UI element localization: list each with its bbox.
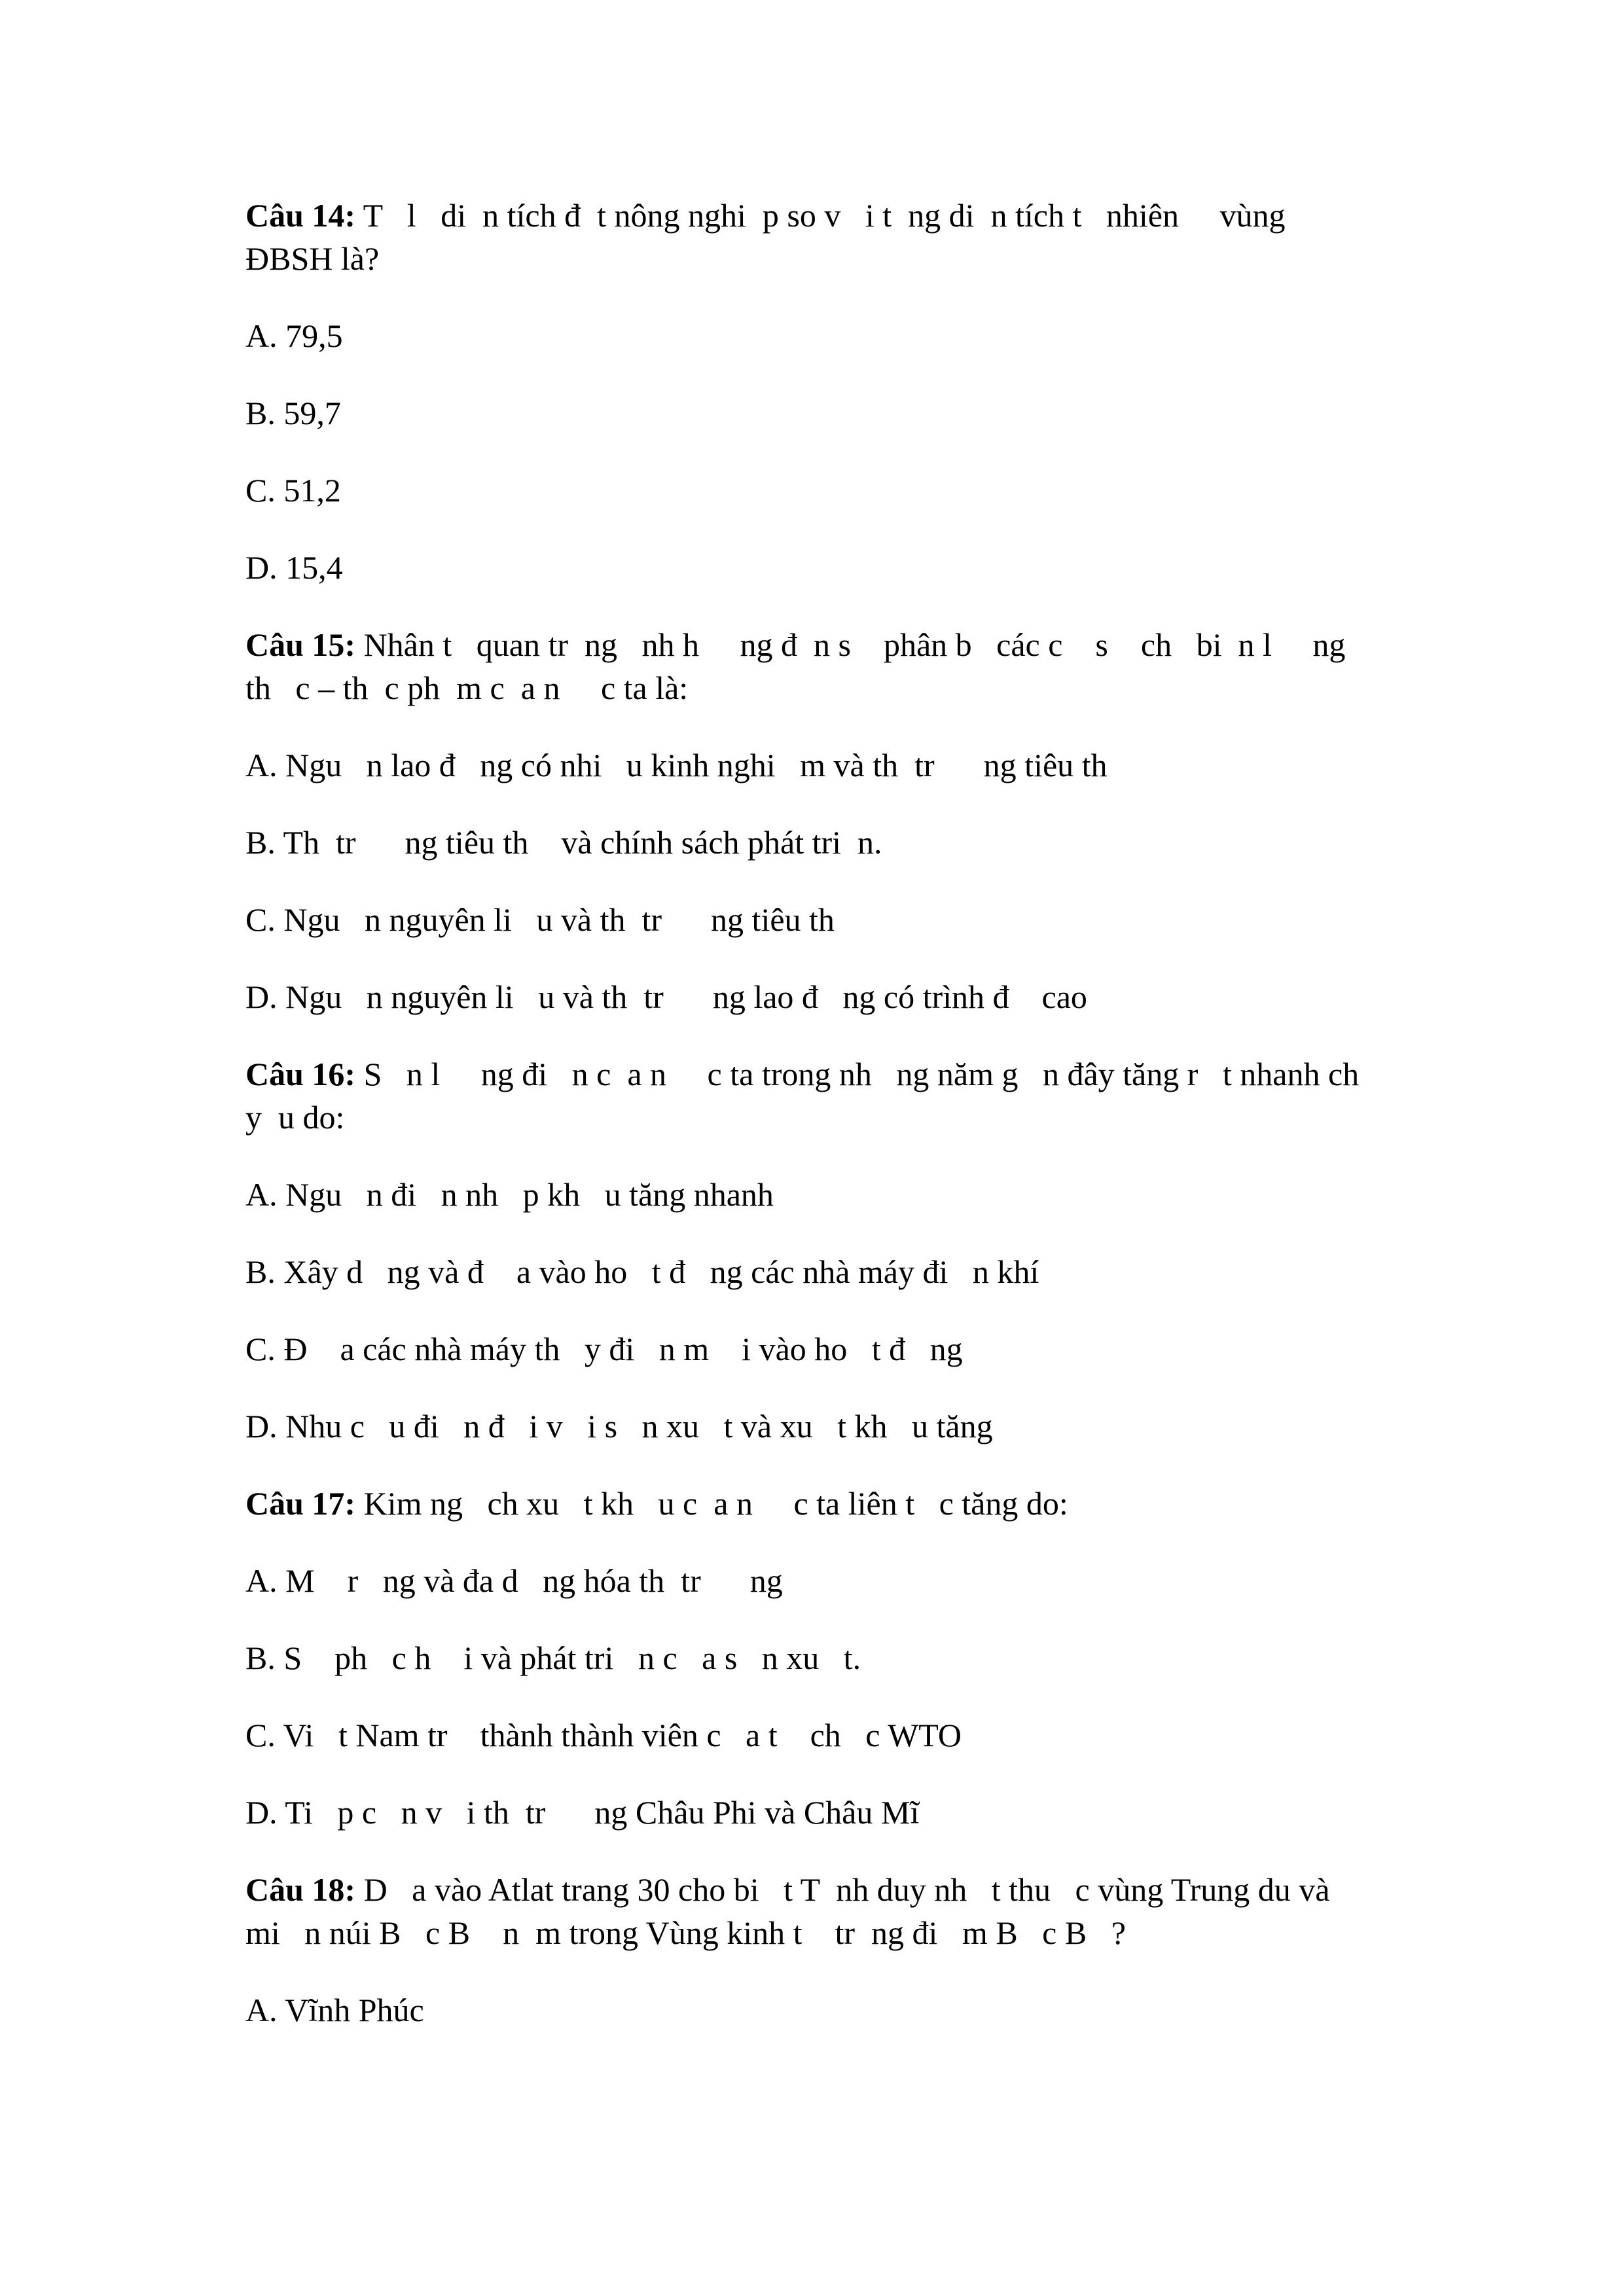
option-b: B. S ph c h i và phát tri n c a s n xu t. [245, 1640, 861, 1676]
question-block-17 [245, 1482, 1368, 1834]
question-block-15 [245, 623, 1368, 1018]
option-b: B. Xây d ng và đ a vào ho t đ ng các nhà máy đi n khí [245, 1253, 1039, 1290]
question-block-16 [245, 1052, 1392, 1448]
option-a: A. M r ng và đa d ng hóa th tr ng [245, 1562, 783, 1599]
option-d: D. 15,4 [245, 549, 343, 586]
question-label: Câu 18: [245, 1871, 356, 1908]
question-label: Câu 16: [245, 1056, 356, 1092]
question-text: S n l ng đi n c a n c ta trong nh ng năm g n đây tăng r t nhanh ch y u do: [245, 1056, 1392, 1136]
option-b: B. Th tr ng tiêu th và chính sách phát tri n. [245, 824, 882, 861]
option-c: C. 51,2 [245, 472, 341, 509]
question-label: Câu 14: [245, 197, 356, 234]
document-body [245, 194, 1392, 2066]
question-text: Nhân t quan tr ng nh h ng đ n s phân b các c s ch bi n l ng th c – th c ph m c a n c ta là: [245, 626, 1354, 706]
option-c: C. Ngu n nguyên li u và th tr ng tiêu th [245, 901, 835, 938]
question-17 [245, 1482, 1368, 1525]
option-a: A. Vĩnh Phúc [245, 1992, 424, 2028]
option-b: B. 59,7 [245, 395, 341, 431]
option-d: D. Ti p c n v i th tr ng Châu Phi và Châu Mĩ [245, 1794, 920, 1831]
question-14 [245, 194, 1368, 280]
question-18 [245, 1868, 1368, 1954]
question-label: Câu 15: [245, 626, 356, 663]
option-d: D. Ngu n nguyên li u và th tr ng lao đ ng có trình đ cao [245, 978, 1087, 1015]
question-text: D a vào Atlat trang 30 cho bi t T nh duy nh t thu c vùng Trung du và mi n núi B c B n m trong Vùng kinh t tr ng đi m B c B ? [245, 1871, 1338, 1951]
option-a: A. Ngu n lao đ ng có nhi u kinh nghi m và th tr ng tiêu th [245, 747, 1108, 783]
option-c: C. Vi t Nam tr thành thành viên c a t ch c WTO [245, 1717, 962, 1753]
question-16 [245, 1052, 1392, 1139]
option-c: C. Đ a các nhà máy th y đi n m i vào ho t đ ng [245, 1331, 963, 1367]
question-text: Kim ng ch xu t kh u c a n c ta liên t c tăng do: [355, 1485, 1068, 1522]
question-label: Câu 17: [245, 1485, 356, 1522]
question-block-18 [245, 1868, 1368, 2032]
option-a: A. Ngu n đi n nh p kh u tăng nhanh [245, 1176, 774, 1213]
question-15 [245, 623, 1368, 709]
option-a: A. 79,5 [245, 317, 343, 354]
question-block-14 [245, 194, 1368, 589]
question-text: T l di n tích đ t nông nghi p so v i t ng di n tích t nhiên vùng ĐBSH là? [245, 197, 1293, 277]
option-d: D. Nhu c u đi n đ i v i s n xu t và xu t kh u tăng [245, 1408, 993, 1444]
